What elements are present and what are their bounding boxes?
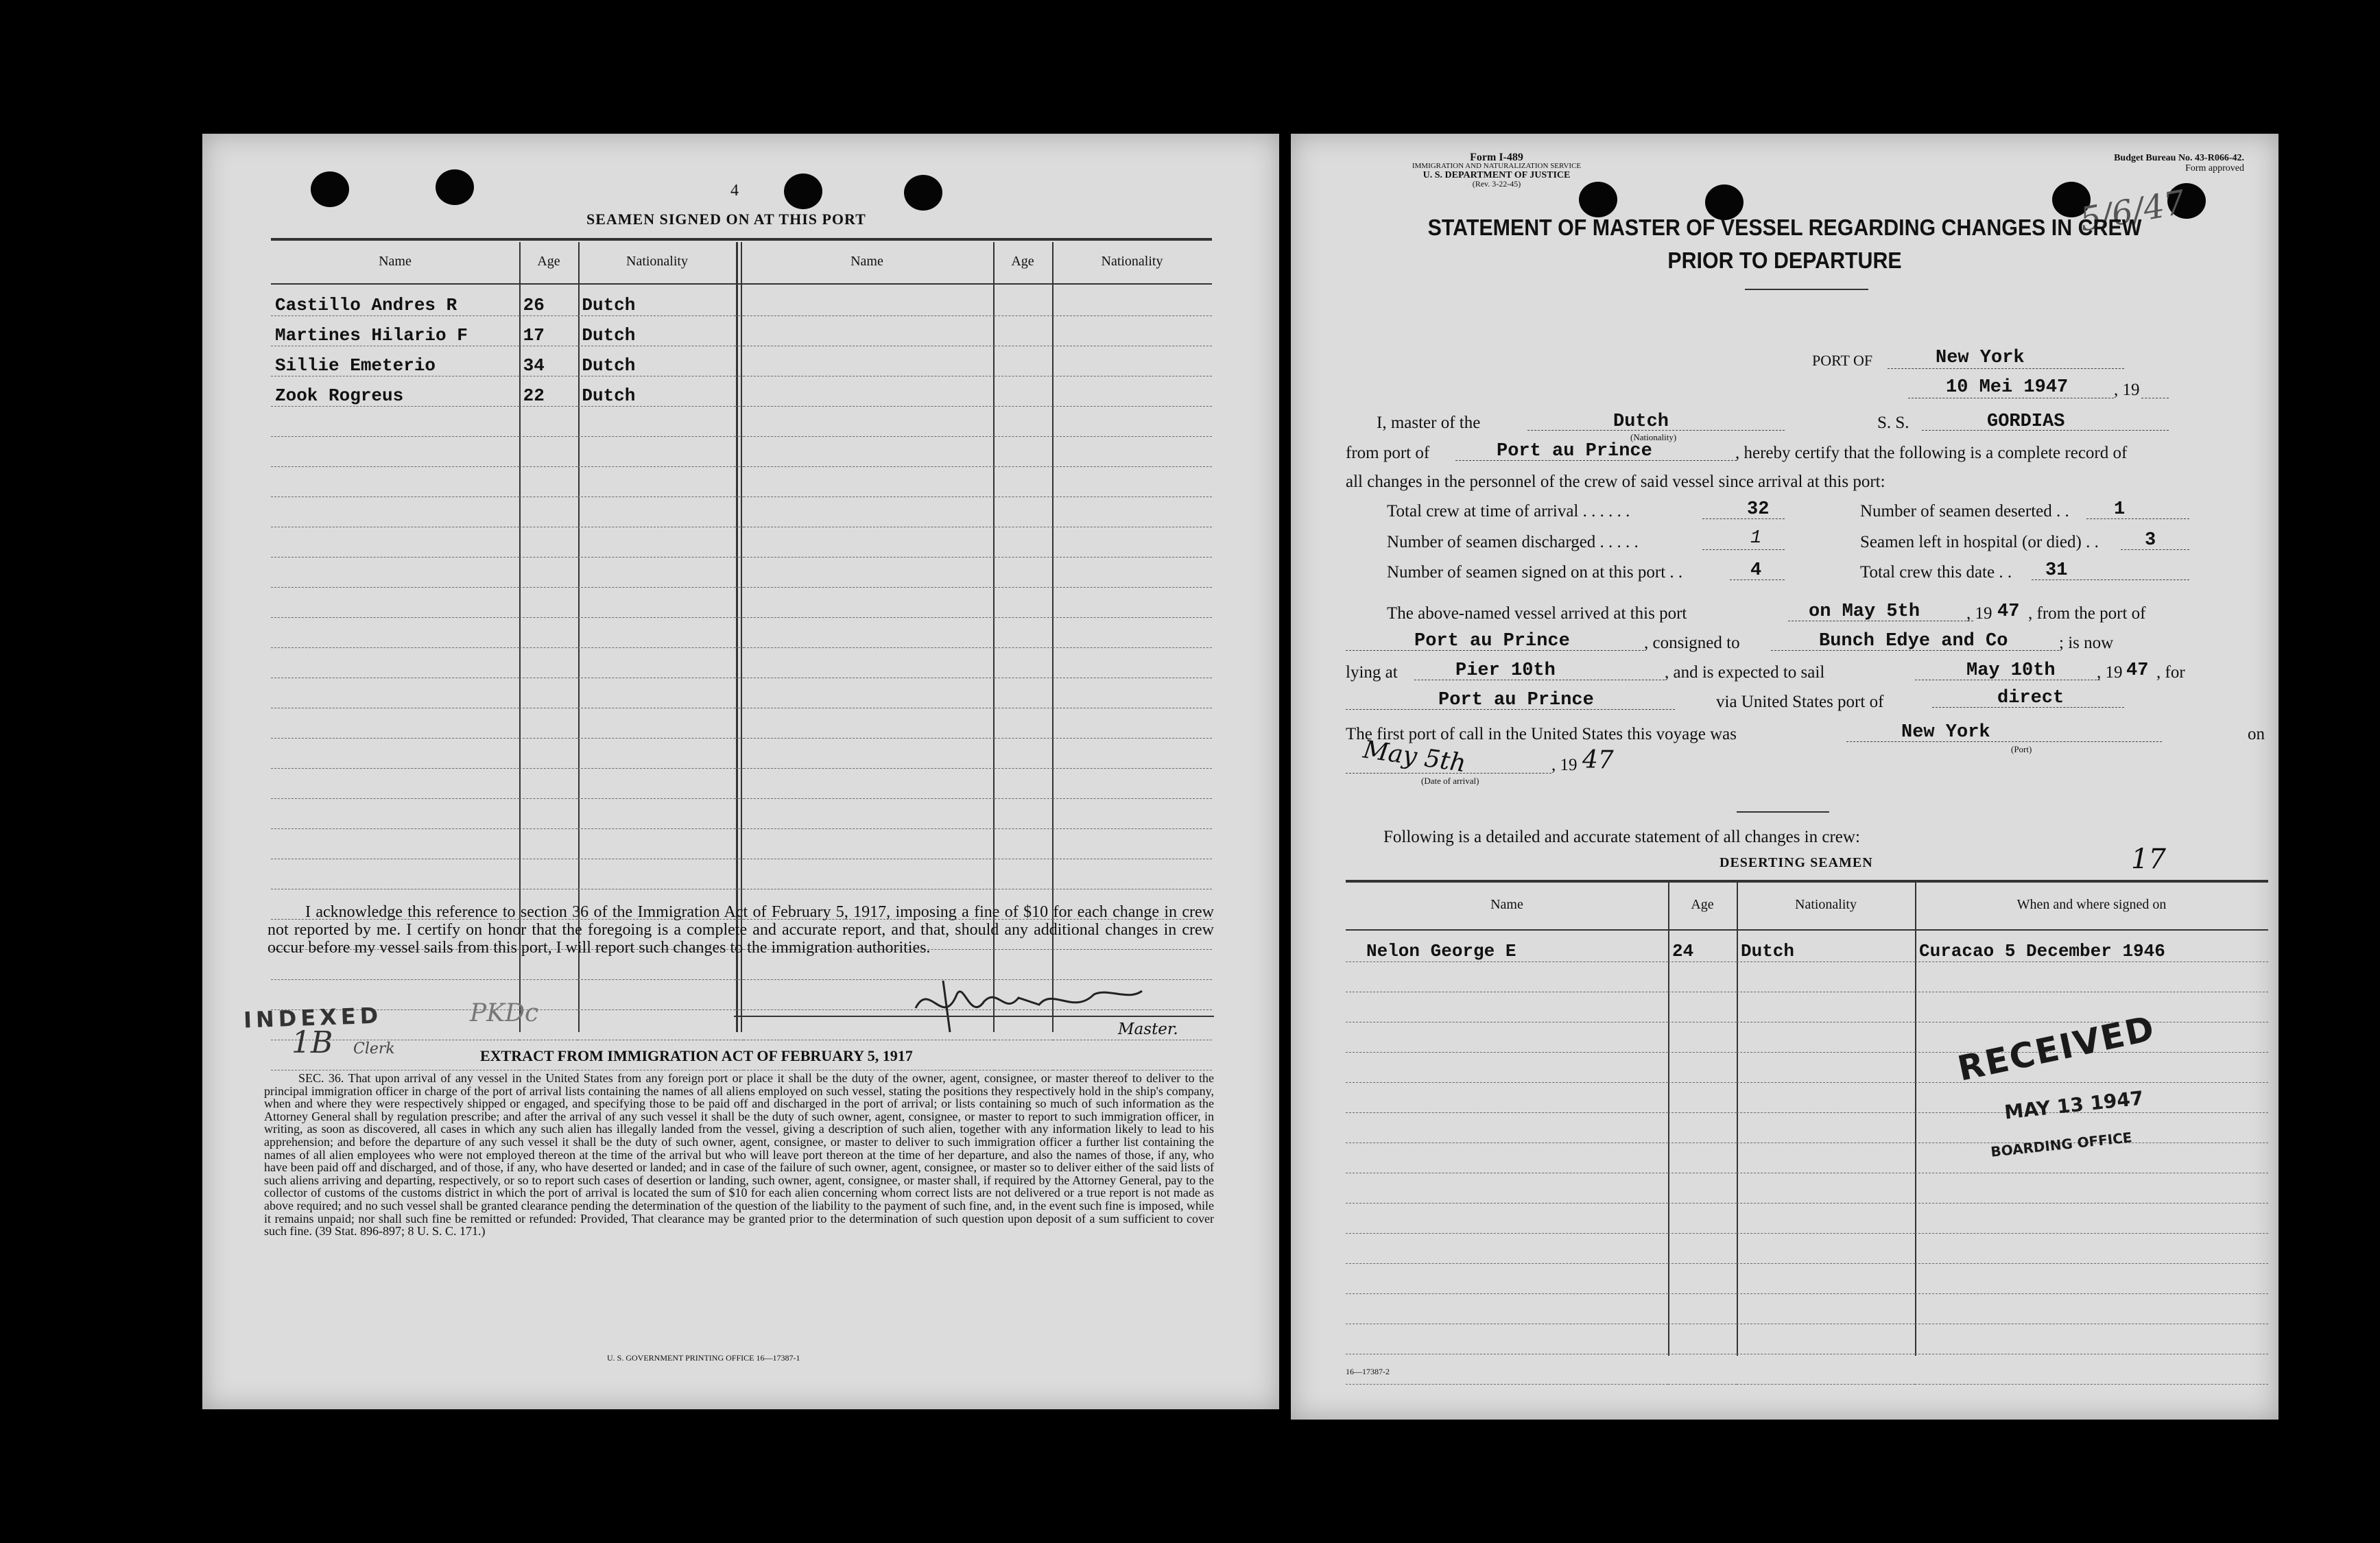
- deserter-nationality: Dutch: [1737, 932, 1915, 962]
- table-row: [271, 829, 1212, 859]
- date-of-arrival-caption: (Date of arrival): [1421, 776, 1479, 786]
- consignee: Bunch Edye and Co: [1819, 631, 2008, 651]
- form-header: [1394, 153, 1599, 189]
- is-now-label: ; is now: [2059, 634, 2114, 652]
- from-the-port-label: , from the port of: [2028, 604, 2146, 623]
- for-label: , for: [2156, 663, 2185, 682]
- total-crew-date-label: Total crew this date . .: [1860, 563, 2012, 582]
- extract-text: SEC. 36. That upon arrival of any vessel in the United States from any foreign port or place it shall be the duty of the owner, agent, consignee, or master thereof to deliver to the principal immigration officer in charge of the port of arrival lists containing the names of all aliens employed on such vessel, stating the positions they respectively hold in the ship's company, when and where they were respectively shipped or engaged, and specifying those to be paid off and discharged in the port of arrival; or lists containing so much of such information as the Attorney General shall by regulation prescribe; and after the arrival of any such vessel it shall be the duty of such owner, agent, consignee, or master to report to such immigration officer, in writing, as soon as discovered, all cases in which any such alien has illegally landed from the vessel, giving a description of such alien, together with any information likely to lead to his apprehension; and before the departure of any such vessel it shall be the duty of such owner, agent, consignee, or master to deliver to such immigration officer a further list containing the names of all alien employees who were not employed thereon at the time of the arrival but who will leave port thereon at the time of her departure, and also the names of those, if any, who have been paid off and discharged, and of those, if any, who have deserted or landed; and in case of the failure of such owner, agent, consignee, or master so to deliver either of the said lists of such aliens arriving and departing, respectively, or so to report such cases of desertion or landing, such owner, agent, consignee, or master shall, if required by the Attorney General, pay to the collector of customs of the customs district in which the port of arrival is located the sum of $10 for each alien concerning whom correct lists are not delivered or a true report is not made as above required; and no such vessel shall be granted clearance pending the determination of the question of the liability to the payment of such fine, and, in the event such fine is imposed, while it remains unpaid; nor shall such fine be remitted or refunded: Provided, That clearance may be granted prior to the determination of such question upon deposit of a sum sufficient to cover such fine. (39 Stat. 896-897; 8 U. S. C. 171.): [264, 1071, 1214, 1239]
- sail-year: 47: [2126, 660, 2149, 681]
- seaman-nationality: Dutch: [578, 376, 735, 407]
- deserted-value: 1: [2114, 499, 2126, 520]
- table-row: [1346, 1294, 2268, 1324]
- received-office: BOARDING OFFICE: [1990, 1129, 2133, 1160]
- table-row: [1346, 962, 2268, 992]
- col-header-name-2: Name: [850, 254, 883, 269]
- discharged-value: 1: [1750, 528, 1762, 549]
- table-row: [271, 286, 1212, 316]
- arrival-date-value: May 5th: [1361, 735, 1468, 778]
- arrival-year: 47: [1582, 746, 1614, 774]
- table-row: [271, 648, 1212, 678]
- index-handwriting: 1B: [291, 1025, 333, 1060]
- discharged-label: Number of seamen discharged . . . . .: [1387, 533, 1639, 551]
- indexed-stamp: INDEXED: [243, 1002, 383, 1033]
- certify-text-2: all changes in the personnel of the crew of said vessel since arrival at this port:: [1346, 473, 1885, 491]
- col-header-age-2: Age: [1011, 254, 1034, 269]
- table-row: [271, 558, 1212, 588]
- desert-col-name: Name: [1490, 897, 1523, 912]
- form-number: Form I-489: [1470, 152, 1523, 163]
- deserter-signed-on: Curacao 5 December 1946: [1915, 932, 2268, 962]
- left-page: [202, 134, 1279, 1409]
- agency-line-2: U. S. DEPARTMENT OF JUSTICE: [1423, 170, 1571, 180]
- col-header-name: Name: [379, 254, 412, 269]
- first-port-value: New York: [1901, 722, 1990, 743]
- seaman-name: Zook Rogreus: [271, 376, 519, 407]
- following-label: Following is a detailed and accurate statement of all changes in crew:: [1383, 828, 1860, 846]
- seaman-age: 22: [519, 376, 578, 407]
- arrived-label: The above-named vessel arrived at this port: [1387, 604, 1687, 623]
- signed-on-value: 4: [1750, 560, 1762, 581]
- hospital-label: Seamen left in hospital (or died) . .: [1860, 533, 2099, 551]
- received-stamp: RECEIVED: [1954, 1008, 2159, 1089]
- deserter-age: 24: [1668, 932, 1737, 962]
- seaman-name: Martines Hilario F: [271, 316, 519, 346]
- statement-title: STATEMENT OF MASTER OF VESSEL REGARDING CHANGES IN CREW: [1427, 215, 2142, 240]
- punch-hole: [311, 171, 349, 207]
- pencil-initials: PKDc: [470, 999, 539, 1027]
- table-row: [1346, 1053, 2268, 1083]
- expected-label: , and is expected to sail: [1665, 663, 1825, 682]
- table-row: [271, 769, 1212, 799]
- lying-at-label: lying at: [1346, 663, 1398, 682]
- sail-date: May 10th: [1966, 660, 2056, 681]
- table-row: [271, 799, 1212, 829]
- table-row: [271, 859, 1212, 889]
- col-header-nationality: Nationality: [626, 254, 688, 269]
- printer-line: U. S. GOVERNMENT PRINTING OFFICE 16—17387-1: [607, 1353, 800, 1363]
- sail-year-prefix: , 19: [2097, 663, 2123, 682]
- table-row: [271, 527, 1212, 558]
- received-date: MAY 13 1947: [2003, 1086, 2145, 1124]
- from-port-value: Port au Prince: [1497, 441, 1652, 462]
- agency-line-1: IMMIGRATION AND NATURALIZATION SERVICE: [1412, 162, 1582, 170]
- table-row: [1346, 1324, 2268, 1354]
- form-approved: Form approved: [2185, 163, 2244, 174]
- destination: Port au Prince: [1438, 690, 1594, 710]
- right-page: [1291, 134, 2278, 1420]
- origin-port: Port au Prince: [1414, 631, 1570, 651]
- port-of-label: PORT OF: [1812, 352, 1873, 369]
- total-crew-date-value: 31: [2045, 560, 2068, 581]
- certification-paragraph: I acknowledge this reference to section 36 of the Immigration Act of February 5, 1917, imposing a fine of $10 for each change in crew not reported by me. I certify on honor that the foregoing is a complete and accurate report, and that, should any additional changes in crew occur before my vessel sails from this port, I will report such changes to the immigration authorities.: [267, 903, 1214, 957]
- clerk-stamp: Clerk: [353, 1040, 395, 1057]
- vessel-name: GORDIAS: [1987, 411, 2065, 432]
- budget-bureau: Budget Bureau No. 43-R066-42.: [2114, 153, 2244, 163]
- page-number: 4: [730, 182, 739, 200]
- budget-header: [2038, 153, 2244, 174]
- table-row: [271, 467, 1212, 497]
- first-port-label: The first port of call in the United States this voyage was: [1346, 725, 1737, 743]
- table-row: [271, 708, 1212, 739]
- table-row: [1346, 1264, 2268, 1294]
- table-row: [271, 346, 1212, 376]
- seaman-age: 34: [519, 346, 578, 376]
- seaman-age: 17: [519, 316, 578, 346]
- seaman-nationality: Dutch: [578, 346, 735, 376]
- deserting-seamen-table: [1346, 932, 2268, 1385]
- hospital-value: 3: [2145, 530, 2156, 551]
- seaman-nationality: Dutch: [578, 316, 735, 346]
- from-port-label: from port of: [1346, 444, 1430, 462]
- seamen-signed-on-title: SEAMEN SIGNED ON AT THIS PORT: [586, 211, 866, 228]
- table-row: [271, 316, 1212, 346]
- date-year-prefix: , 19: [2114, 381, 2140, 399]
- arrived-value: on May 5th: [1809, 601, 1920, 622]
- port-caption: (Port): [2011, 744, 2032, 754]
- deserting-seamen-title: DESERTING SEAMEN: [1719, 855, 1873, 870]
- table-row: [1346, 1204, 2268, 1234]
- desert-col-age: Age: [1691, 897, 1714, 912]
- desert-col-signed-on: When and where signed on: [2016, 897, 2167, 912]
- vessel-nationality: Dutch: [1613, 411, 1669, 432]
- on-label: on: [2248, 725, 2265, 743]
- col-header-age: Age: [537, 254, 560, 269]
- table-row: [271, 588, 1212, 618]
- master-label: Master.: [1118, 1020, 1178, 1038]
- footer-code: 16—17387-2: [1346, 1367, 1390, 1376]
- master-signature: [902, 967, 1149, 1042]
- col-header-nationality-2: Nationality: [1101, 254, 1163, 269]
- table-row: [1346, 1234, 2268, 1264]
- nationality-caption: (Nationality): [1630, 432, 1677, 442]
- consigned-label: , consigned to: [1644, 634, 1740, 652]
- punch-hole: [904, 175, 942, 211]
- ss-label: S. S.: [1877, 414, 1909, 432]
- desert-col-nationality: Nationality: [1795, 897, 1857, 912]
- port-of-value: New York: [1936, 348, 2025, 368]
- via-label: via United States port of: [1716, 693, 1884, 711]
- statement-date: 10 Mei 1947: [1946, 377, 2069, 398]
- seaman-name: Sillie Emeterio: [271, 346, 519, 376]
- arrival-year-prefix: , 19: [1551, 756, 1578, 774]
- arrived-year-prefix: , 19: [1966, 604, 1992, 623]
- seaman-name: Castillo Andres R: [271, 286, 519, 316]
- via-value: direct: [1997, 688, 2064, 708]
- statement-subtitle: PRIOR TO DEPARTURE: [1667, 248, 1902, 273]
- total-crew-arrival-value: 32: [1747, 499, 1770, 520]
- table-row: [271, 437, 1212, 467]
- table-row: [271, 618, 1212, 648]
- table-row: [271, 497, 1212, 527]
- table-row: [1346, 1143, 2268, 1173]
- revision: (Rev. 3-22-45): [1472, 179, 1521, 189]
- arrived-year: 47: [1997, 601, 2020, 622]
- table-row: [271, 678, 1212, 708]
- table-row: [1346, 1173, 2268, 1204]
- certify-text: , hereby certify that the following is a complete record of: [1735, 444, 2128, 462]
- extract-title: EXTRACT FROM IMMIGRATION ACT OF FEBRUARY 5, 1917: [480, 1047, 913, 1064]
- pier: Pier 10th: [1455, 660, 1556, 681]
- punch-hole: [784, 174, 822, 209]
- seaman-age: 26: [519, 286, 578, 316]
- master-of-the-label: I, master of the: [1377, 414, 1481, 432]
- margin-note: 5/6/47: [2077, 183, 2189, 239]
- signed-on-label: Number of seamen signed on at this port . .: [1387, 563, 1683, 582]
- table-row: [1346, 1354, 2268, 1385]
- total-crew-arrival-label: Total crew at time of arrival . . . . . .: [1387, 502, 1630, 521]
- deserted-label: Number of seamen deserted . .: [1860, 502, 2069, 521]
- punch-hole: [436, 169, 474, 205]
- deserter-name: Nelon George E: [1346, 932, 1668, 962]
- deserting-count: 17: [2131, 844, 2166, 875]
- seaman-nationality: Dutch: [578, 286, 735, 316]
- table-row: [271, 376, 1212, 407]
- table-row: [271, 739, 1212, 769]
- table-row: [271, 407, 1212, 437]
- table-row: [1346, 932, 2268, 962]
